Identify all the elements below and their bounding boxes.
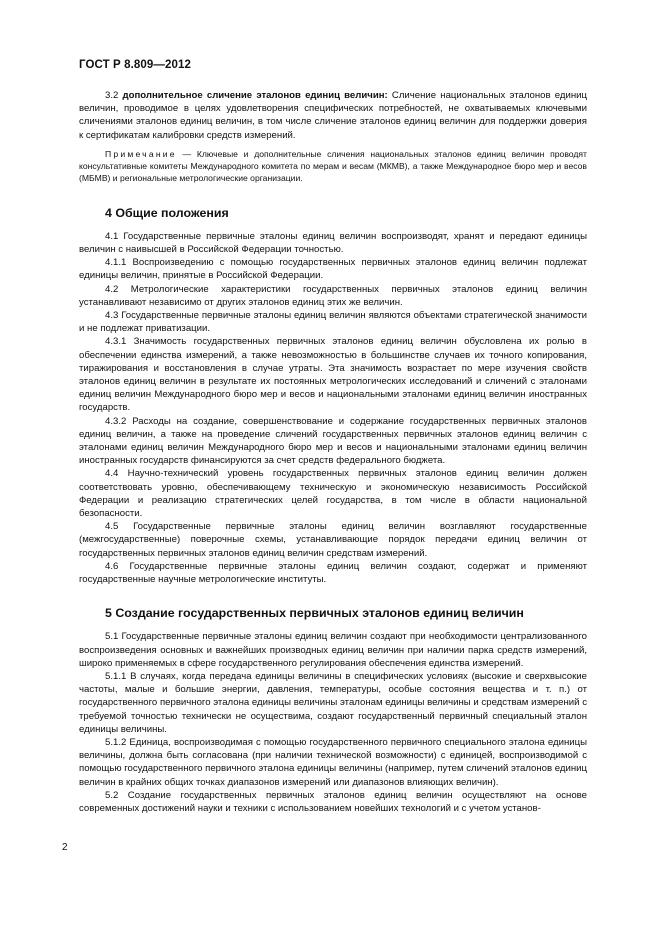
note-text: — Ключевые и дополнительные сличения национальных эталонов единиц величин проводят консультативные комитеты Международного комитета по мерам и весам (МКМВ), а также Международное бюро мер и весов (МБМВ) и региональные метрологические организации. xyxy=(79,148,587,183)
paragraph: 4.5 Государственные первичные эталоны единиц величин возглавляют государственные (межгосударственные) поверочные схемы, устанавливающие порядок передачи единиц величин от государственных первичных эталонов единиц величин средствам измерений. xyxy=(79,521,587,559)
paragraph: 4.1 Государственные первичные эталоны единиц величин воспроизводят, хранят и передают единицы величин с наивысшей в Российской Федерации точностью. xyxy=(79,230,587,256)
page-number: 2 xyxy=(62,842,68,853)
note-paragraph xyxy=(79,148,587,184)
paragraph: 5.1.2 Единица, воспроизводимая с помощью государственного первичного специального эталона единицы величины, должна быть согласована (при наличии технической возможности) с единицей, воспроизводимой с помощью государственного первичного эталона единицы величины (например, путем сличений эталонов единиц величин в крайних общих точках диапазонов измерений или диапазонов влияющих величин). xyxy=(79,736,587,788)
clause-number: 3.2 xyxy=(105,90,119,101)
section-4-heading: 4 Общие положения xyxy=(105,205,229,220)
document-header: ГОСТ Р 8.809—2012 xyxy=(79,59,191,71)
paragraph: 4.3.1 Значимость государственных первичных эталонов единиц величин обусловлена их ролью в обеспечении единства измерений, а также невозможностью в большинстве случаев их точного копирования, тиражирования и восстановления в случае утраты. Эта значимость возрастает по мере изучения свойств эталонов единиц величин в результате их постоянных метрологических исследований и сличений с эталонами единиц величин Международного бюро мер и весов и национальными эталонами единиц величин иностранных государств. xyxy=(79,336,587,414)
note-label: Примечание xyxy=(105,148,177,159)
paragraph: 4.3.2 Расходы на создание, совершенствование и содержание государственных первичных эталонов единиц величин, а также на проведение сличений государственных первичных эталонов единиц величин с эталонами единиц величин Международного бюро мер и весов и национальными эталонами единиц величин иностранных государств финансируются за счет средств федерального бюджета. xyxy=(79,415,587,467)
paragraph: 4.6 Государственные первичные эталоны единиц величин создают, содержат и применяют государственные научные метрологические институты. xyxy=(79,560,587,586)
paragraph: 4.2 Метрологические характеристики государственных первичных эталонов единиц величин устанавливают независимо от других эталонов единиц этих же величин. xyxy=(79,283,587,308)
paragraph: 5.1.1 В случаях, когда передача единицы величины в специфических условиях (высокие и сверхвысокие частоты, малые и большие энергии, давления, температуры, особые состояния вещества и т. п.) от государственного первичного эталона единицы величины эталонам единицы величины и средствам измерений с требуемой точностью технически не осуществима, создают государственный первичный специальный эталон единицы величины. xyxy=(79,670,587,735)
paragraph: 4.4 Научно-технический уровень государственных первичных эталонов единиц величин должен соответствовать уровню, обеспечивающему техническую и экономическую независимость Российской Федерации и реализацию стратегических целей государства, в том числе в области национальной безопасности. xyxy=(79,468,587,520)
paragraph-3-2 xyxy=(79,89,587,142)
paragraph: 5.1 Государственные первичные эталоны единиц величин создают при необходимости централизованного воспроизведения основных и важнейших производных единиц величин при наличии парка средств измерений, широко применяемых в сфере государственного регулирования обеспечения единства измерений. xyxy=(79,631,587,669)
document-body xyxy=(79,89,587,815)
defined-term: дополнительное сличение эталонов единиц величин: xyxy=(122,90,388,101)
definition-text: Сличение национальных эталонов единиц величин, проводимое в целях удовлетворения специфических потребностей, не охватываемых ключевыми сличениями эталонов единиц величин, в том числе сличение эталонов единиц величин для поддержки доверия к сертификатам калибровки средств измерений. xyxy=(79,90,588,141)
paragraph: 5.2 Создание государственных первичных эталонов единиц величин осуществляют на основе современных достижений науки и техники с использованием новейших технологий и с учетом установ- xyxy=(79,789,587,814)
paragraph: 4.1.1 Воспроизведению с помощью государственных первичных эталонов единиц величин подлежат единицы величин, принятые в Российской Федерации. xyxy=(79,257,587,282)
section-5-heading: 5 Создание государственных первичных эталонов единиц величин xyxy=(105,606,524,621)
paragraph: 4.3 Государственные первичные эталоны единиц величин являются объектами стратегической значимости и не подлежат приватизации. xyxy=(79,310,587,335)
